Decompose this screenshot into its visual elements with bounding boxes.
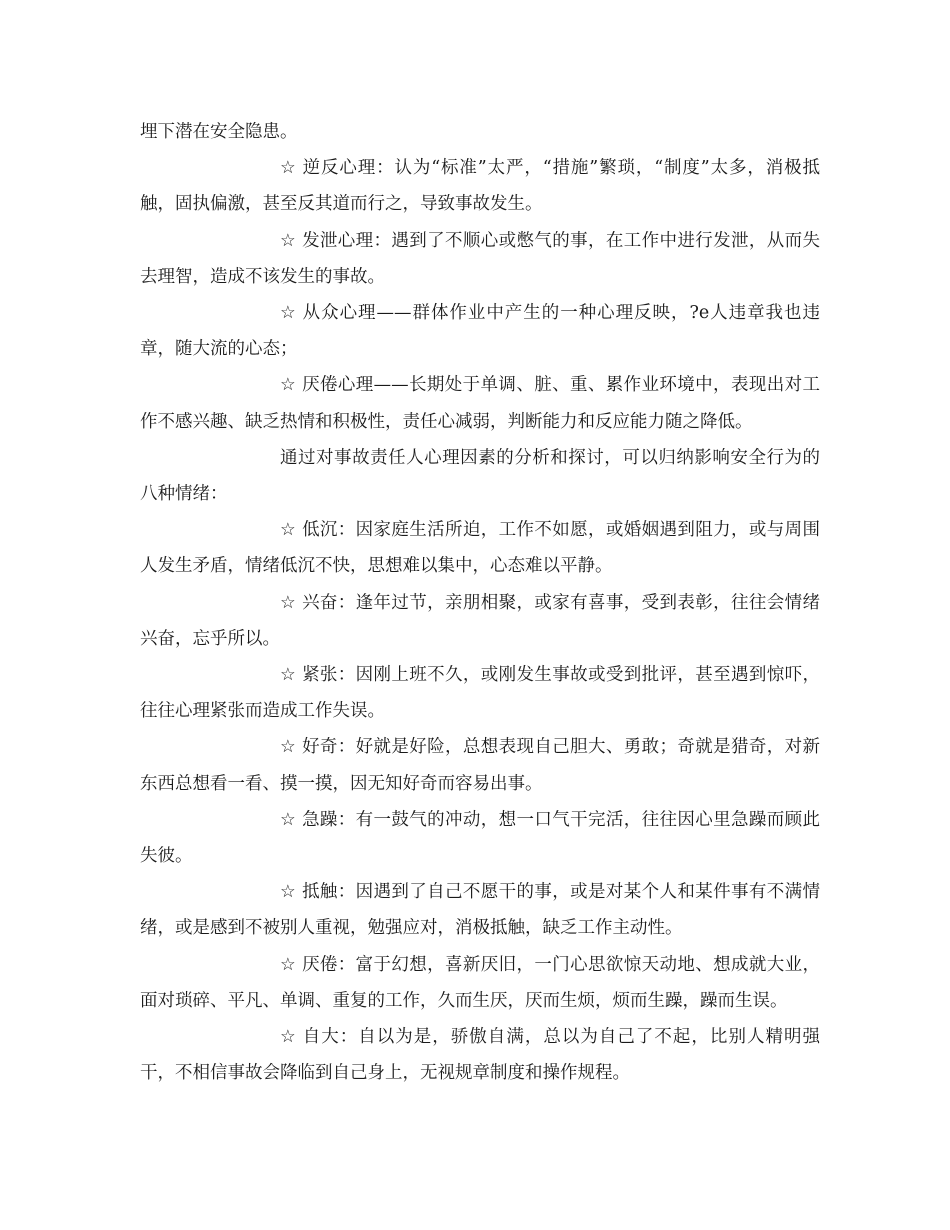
star-icon: ☆ xyxy=(280,230,297,251)
paragraph-emotion-excited xyxy=(140,585,820,657)
paragraph-text: 抵触：因遇到了自己不愿干的事，或是对某个人和某件事有不满情绪，或是感到不被别人重视，勉强应对，消极抵触，缺乏工作主动性。 xyxy=(140,882,820,939)
paragraph-text: 紧张：因刚上班不久，或刚发生事故或受到批评，甚至遇到惊吓，往往心理紧张而造成工作失误。 xyxy=(140,665,820,722)
paragraph-emotion-bored xyxy=(140,947,820,1019)
paragraph-rebellious-mindset xyxy=(140,150,820,222)
star-icon: ☆ xyxy=(280,882,297,903)
paragraph-text: 自大：自以为是，骄傲自满，总以为自己了不起，比别人精明强干，不相信事故会降临到自己身上，无视规章制度和操作规程。 xyxy=(140,1027,820,1084)
paragraph-text: 低沉：因家庭生活所迫，工作不如愿，或婚姻遇到阻力，或与周围人发生矛盾，情绪低沉不快，思想难以集中，心态难以平静。 xyxy=(140,520,820,577)
paragraph-emotions-intro xyxy=(140,440,820,512)
paragraph-text: 发泄心理：遇到了不顺心或憋气的事，在工作中进行发泄，从而失去理智，造成不该发生的事故。 xyxy=(140,230,820,287)
paragraph-conformity-mindset xyxy=(140,295,820,367)
paragraph-emotion-low xyxy=(140,512,820,584)
star-icon: ☆ xyxy=(280,809,297,830)
paragraph-text: 通过对事故责任人心理因素的分析和探讨，可以归纳影响安全行为的八种情绪： xyxy=(140,447,820,505)
paragraph-weariness-mindset xyxy=(140,367,820,439)
paragraph-continuation xyxy=(140,114,820,150)
paragraph-text: 逆反心理：认为“标准”太严，“措施”繁琐，“制度”太多，消极抵触，固执偏激，甚至反其道而行之，导致事故发生。 xyxy=(140,158,820,215)
paragraph-text: 埋下潜在安全隐患。 xyxy=(140,122,298,142)
paragraph-venting-mindset xyxy=(140,223,820,295)
star-icon: ☆ xyxy=(280,375,297,396)
star-icon: ☆ xyxy=(280,1027,297,1048)
paragraph-emotion-arrogant xyxy=(140,1019,820,1091)
star-icon: ☆ xyxy=(280,954,297,975)
paragraph-emotion-impatient xyxy=(140,802,820,874)
star-icon: ☆ xyxy=(280,303,297,324)
star-icon: ☆ xyxy=(280,737,297,758)
star-icon: ☆ xyxy=(280,665,297,686)
paragraph-emotion-curious xyxy=(140,729,820,801)
star-icon: ☆ xyxy=(280,592,297,613)
paragraph-emotion-nervous xyxy=(140,657,820,729)
paragraph-text: 厌倦：富于幻想，喜新厌旧，一门心思欲惊天动地、想成就大业，面对琐碎、平凡、单调、重复的工作，久而生厌，厌而生烦，烦而生躁，躁而生误。 xyxy=(140,954,820,1011)
document-body xyxy=(140,114,820,1091)
paragraph-text: 好奇：好就是好险，总想表现自己胆大、勇敢；奇就是猎奇，对新东西总想看一看、摸一摸，因无知好奇而容易出事。 xyxy=(140,737,820,794)
paragraph-emotion-resistant xyxy=(140,874,820,946)
star-icon: ☆ xyxy=(280,158,297,179)
paragraph-text: 厌倦心理——长期处于单调、脏、重、累作业环境中，表现出对工作不感兴趣、缺乏热情和积极性，责任心减弱，判断能力和反应能力随之降低。 xyxy=(140,375,820,432)
paragraph-text: 从众心理——群体作业中产生的一种心理反映，?e人违章我也违章，随大流的心态； xyxy=(140,303,820,360)
paragraph-text: 急躁：有一鼓气的冲动，想一口气干完活，往往因心里急躁而顾此失彼。 xyxy=(140,809,820,867)
paragraph-text: 兴奋：逢年过节，亲朋相聚，或家有喜事，受到表彰，往往会情绪兴奋，忘乎所以。 xyxy=(140,592,820,649)
star-icon: ☆ xyxy=(280,520,297,541)
